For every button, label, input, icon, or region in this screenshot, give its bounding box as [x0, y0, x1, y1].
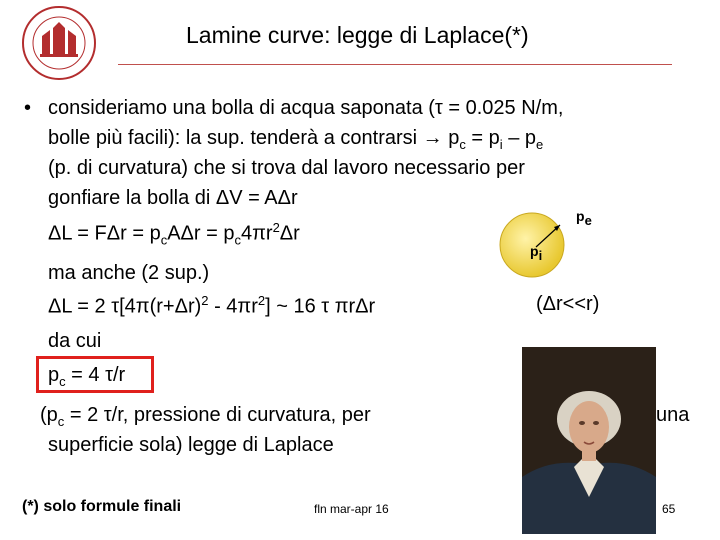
approximation-condition: (Δr<<r) — [536, 293, 600, 315]
footer-course: fln mar-apr 16 — [314, 502, 389, 516]
text-line-11: superficie sola) legge di Laplace — [48, 434, 334, 456]
title-rule — [118, 64, 672, 65]
text-line-8: da cui — [48, 330, 102, 352]
university-seal-logo — [20, 4, 98, 82]
text-line-10: ($p_c = 2$ τ/r, pressione di curvatura, per — [40, 404, 371, 429]
text-line-2: bolle più facili): la sup. tenderà a contrarsi → $p_c = p_i - p_e$ — [48, 127, 544, 152]
bullet-marker: • — [24, 97, 32, 119]
text-line-6: ma anche (2 sup.) — [48, 262, 210, 284]
text-line-4: gonfiare la bolla di ΔV = AΔr — [48, 187, 298, 209]
page-number: 65 — [662, 502, 676, 516]
text-line-7: ΔL = 2 $\tau[4\pi(r+\Delta r)^2 - 4\pi r^2]$ ~ 16 τ πrΔr — [48, 293, 376, 318]
laplace-portrait-image — [522, 347, 656, 534]
footer-note: (*) solo formule finali — [22, 498, 182, 515]
text-line-1: consideriamo una bolla di acqua saponata (τ = 0.025 N/m, — [48, 97, 564, 119]
page-title: Lamine curve: legge di Laplace(*) — [186, 22, 529, 48]
text-line-5: $\Delta L = F\Delta r = p_cA\Delta r = p_c4\pi r^2\Delta r$ — [48, 220, 300, 248]
external-pressure-label: $p_e$ — [576, 208, 592, 228]
internal-pressure-label: $p_i$ — [530, 243, 543, 263]
text-una: una — [656, 404, 690, 426]
laplace-formula: $p_c = 4$ τ/r — [48, 364, 126, 389]
text-line-3: (p. di curvatura) che si trova dal lavoro necessario per — [48, 157, 525, 179]
